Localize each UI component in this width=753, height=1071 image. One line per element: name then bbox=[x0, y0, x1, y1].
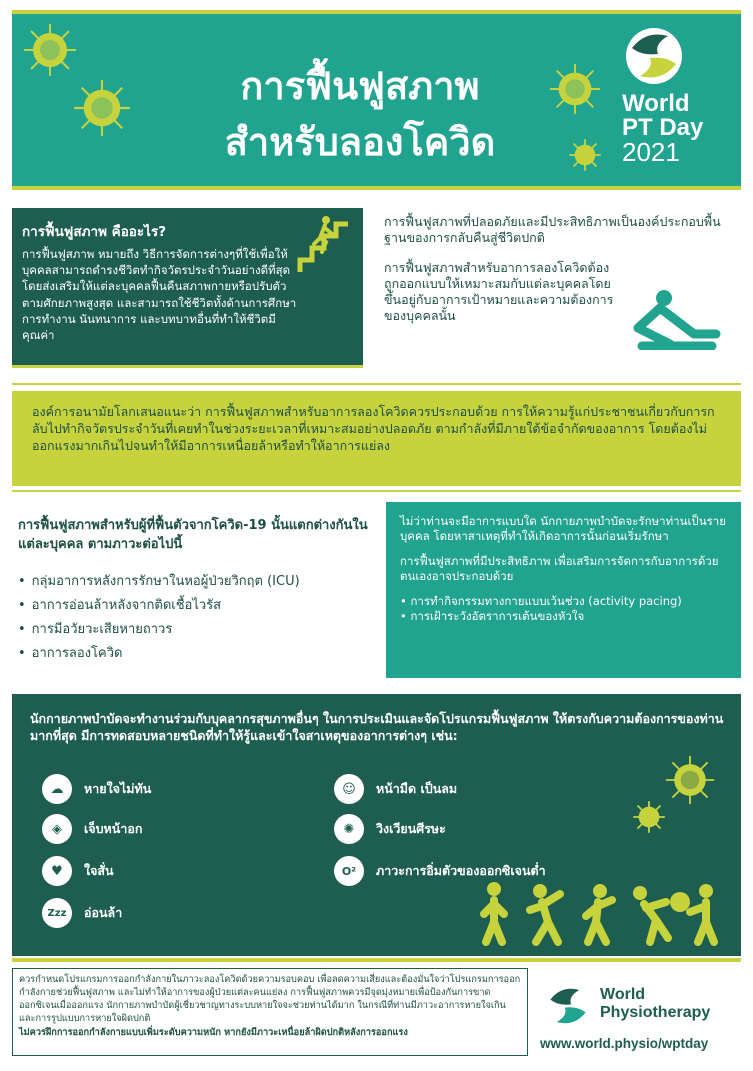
brand-year: 2021 bbox=[622, 137, 680, 167]
sleep-zzz-icon: Zzz bbox=[42, 898, 72, 928]
symptom-label: ใจสั่น bbox=[84, 863, 114, 878]
symptom-fatigue bbox=[42, 898, 122, 928]
symptom-dizziness bbox=[334, 814, 446, 844]
self-management-list bbox=[400, 594, 727, 624]
what-is-body: การฟื้นฟูสภาพ หมายถึง วิธีการจัดการต่างๆที่ใช้เพื่อให้บุคคลสามารถดำรงชีวิตทำกิจวัตรประจำวันอย่างดีที่สุด โดยส่งเสริมให้แต่ละบุคคลฟื้นคืนสภาพกายหรือปรับตัวตามศักยภาพสูงสุด และสามารถใช้ชีวิตทั้งด้านการศึกษา การทำงาน นันทนาการ และบทบาทอื่นที่ทำให้ชีวิตมีคุณค่า bbox=[22, 247, 297, 343]
fainting-person-icon: ☺ bbox=[334, 774, 364, 804]
caution-warning: ไม่ควรฝึกการออกกำลังกายแบบเพิ่มระดับความหนัก หากยังมีภาวะเหนื่อยล้าผิดปกติหลังการออกแรง bbox=[19, 1027, 408, 1038]
list-item: • การทำกิจกรรมทางกายแบบเว้นช่วง (activity pacing) bbox=[400, 594, 727, 609]
symptom-breathless bbox=[42, 774, 151, 804]
rehab-intro-para-1: การฟื้นฟูสภาพที่ปลอดภัยและมีประสิทธิภาพเป็นองค์ประกอบพื้นฐานของการกลับคืนสู่ชีวิตปกติ bbox=[384, 214, 721, 245]
caution-note-text: ควรกำหนดโปรแกรมการออกกำลังกายในภาวะลองโควิดด้วยความรอบคอบ เพื่อลดความเสี่ยงและต้องมั่นใจว่าโปรแกรมการออกกำลังกายช่วยฟื้นฟูสภาพ และไม่ทำให้อาการของผู้ป่วยแต่ละคนแย่ลง การฟื้นฟูสภาพควรมีจุดมุ่งหมายเพื่อป้องกันการขาดออกซิเจนเมื่อออกแรง นักกายภาพบำบัดผู้เชี่ยวชาญทางระบบหายใจจะช่วยท่านได้มาก ในกรณีที่ท่านมีภาวะอาการหายใจเกินและการรูปแบบการหายใจผิดปกติ bbox=[19, 974, 521, 1024]
symptom-chest-pain bbox=[42, 814, 142, 844]
world-physiotherapy-logo-icon bbox=[544, 982, 592, 1030]
symptom-label: วิงเวียนศีรษะ bbox=[376, 821, 446, 836]
virus-icon bbox=[664, 754, 716, 806]
world-pt-day-logo-icon bbox=[624, 26, 684, 86]
physio-treatment-box bbox=[386, 502, 741, 678]
oxygen-icon: O² bbox=[334, 856, 364, 886]
symptom-label: อ่อนล้า bbox=[84, 905, 123, 920]
physio-treatment-para-1: ไม่ว่าท่านจะมีอาการแบบใด นักกายภาพบำบัดจะรักษาท่านเป็นรายบุคคล โดยหาสาเหตุที่ทำให้เกิดอาการนั้นก่อนเริ่มรักษา bbox=[400, 514, 726, 543]
virus-icon bbox=[72, 78, 132, 138]
page-title bbox=[160, 58, 560, 170]
heartbeat-icon: ♥ bbox=[42, 856, 72, 886]
band-accent-top bbox=[12, 383, 741, 385]
symptom-label: เจ็บหน้าอก bbox=[84, 821, 143, 836]
recovery-heading: การฟื้นฟูสภาพสำหรับผู้ที่ฟื้นตัวจากโควิด-19 นั้นแตกต่างกันในแต่ละบุคคล ตามภาวะต่อไปนี้ bbox=[18, 518, 368, 552]
physio-treatment-para-2: การฟื้นฟูสภาพที่มีประสิทธิภาพ เพื่อเสริมการจัดการกับอาการด้วยตนเองอาจประกอบด้วย bbox=[400, 554, 719, 583]
list-item: • กลุ่มอาการหลังการรักษาในหอผู้ป่วยวิกฤต (ICU) bbox=[18, 570, 368, 594]
org-line-2: Physiotherapy bbox=[600, 1004, 711, 1021]
recovery-list bbox=[18, 570, 368, 666]
virus-icon bbox=[22, 22, 78, 78]
who-recommendation-text: องค์การอนามัยโลกเสนอแนะว่า การฟื้นฟูสภาพสำหรับอาการลองโควิดควรประกอบด้วย การให้ความรู้แก่ประชาชนเกี่ยวกับการกลับไปทำกิจวัตรประจำวันที่เคยทำในช่วงระยะเวลาที่เหมาะสมอย่างปลอดภัย ตามกำลังที่มีภายใต้ข้อจำกัดของอาการ โดยต้องไม่ออกแรงมากเกินไปจนทำให้มีอาการเหนื่อยล้าหรือทำให้อาการแย่ลง bbox=[32, 404, 715, 453]
who-recommendation-band bbox=[12, 391, 741, 486]
list-item: • อาการอ่อนล้าหลังจากติดเชื้อไวรัส bbox=[18, 594, 368, 618]
stretching-person-icon bbox=[612, 288, 722, 350]
virus-icon bbox=[568, 138, 602, 172]
exercising-people-icon bbox=[474, 880, 724, 946]
what-is-heading: การฟื้นฟูสภาพ คืออะไร? bbox=[22, 224, 167, 240]
list-item: • อาการลองโควิด bbox=[18, 642, 368, 666]
symptom-label: ภาวะการอิ่มตัวของออกซิเจนต่ำ bbox=[376, 863, 546, 878]
rehab-intro-para-2: การฟื้นฟูสภาพสำหรับอาการลองโควิดต้องถูกออกแบบให้เหมาะสมกับแต่ละบุคคลโดยขึ้นอยู่กับอาการเป้าหมายและความต้องการของบุคคลนั้น bbox=[384, 260, 614, 323]
world-pt-day-brand bbox=[622, 90, 704, 167]
title-line-1: การฟื้นฟูสภาพ bbox=[240, 64, 480, 108]
symptoms-intro: นักกายภาพบำบัดจะทำงานร่วมกับบุคลากรสุขภาพอื่นๆ ในการประเมินและจัดโปรแกรมฟื้นฟูสภาพ ให้ตรงกับความต้องการของท่านมากที่สุด มีการทดสอบหลายชนิดที่ทำให้รู้และเข้าใจสาเหตุของอาการต่างๆ เช่น: bbox=[30, 711, 724, 743]
org-line-1: World bbox=[600, 986, 646, 1003]
footer-accent-bar bbox=[12, 958, 741, 962]
exercise-caution-note bbox=[12, 968, 528, 1056]
dizzy-head-icon: ✺ bbox=[334, 814, 364, 844]
world-physiotherapy-name bbox=[600, 986, 710, 1022]
symptom-label: หน้ามืด เป็นลม bbox=[376, 781, 458, 796]
header-accent-bar bbox=[12, 186, 741, 190]
brand-line-1: World bbox=[622, 90, 690, 117]
list-item: • การเฝ้าระวังอัตราการเต้นของหัวใจ bbox=[400, 609, 727, 624]
breathless-icon: ☁ bbox=[42, 774, 72, 804]
website-link[interactable]: www.world.physio/wptday bbox=[540, 1036, 709, 1051]
brand-line-2: PT Day bbox=[622, 114, 704, 141]
symptom-fainting bbox=[334, 774, 457, 804]
symptom-palpitations bbox=[42, 856, 114, 886]
list-item: • การมีอวัยวะเสียหายถาวร bbox=[18, 618, 368, 642]
stairs-climbing-icon bbox=[296, 214, 352, 274]
recovery-conditions bbox=[18, 516, 368, 666]
title-line-2: สำหรับลองโควิด bbox=[224, 120, 496, 164]
symptoms-section bbox=[12, 694, 741, 956]
virus-icon bbox=[632, 800, 666, 834]
symptom-label: หายใจไม่ทัน bbox=[84, 781, 152, 796]
band-accent-bottom bbox=[12, 490, 741, 492]
lungs-icon: ◈ bbox=[42, 814, 72, 844]
